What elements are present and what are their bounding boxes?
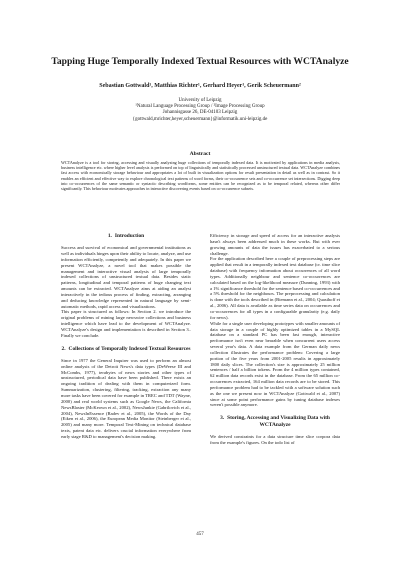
affiliation-groups: ¹Natural Language Processing Group / ²Image Processing Group bbox=[135, 104, 265, 110]
affiliation-emails: {gottwald,mrichter,heyer,scheuermann}@informatik.uni-leipzig.de bbox=[132, 116, 268, 122]
right-column bbox=[210, 233, 340, 445]
section-number: 3. bbox=[220, 415, 225, 422]
section-title: Introduction bbox=[114, 233, 145, 239]
paragraph: While for a single user developing prototypes with smaller amounts of data storage in a couple of highly optimized tables in a MySQL database on a standard PC has been fast enough, interactive performance isn't even near bearable when concurrent users access several year's data. A data example from the German daily news collection illustrates the performance problem: Covering a large portion of the five years from 2001-2005 results in approximately 1800 daily slices. The collection's size is approximately 25 million sentences / half a billion tokens. From the 4 million types contained, 62 million data records exist in the database. From the 65 million co-occurrences extracted, 164 million data records are to be stored. This performance problem had to be tackled with a software solution such as the one we present now in WCTAnalyze (Gottwald et al., 2007) since at some point performance gains by tuning database indexes weren't possible anymore. bbox=[210, 320, 340, 408]
abstract-heading: Abstract bbox=[189, 151, 211, 157]
paragraph: Success and survival of economical and governmental institutions as well as individuals hinges upon their ability to locate, analyze, and use information efficiently, competently and adequately. In this paper we present WCTAnalyze, a novel tool that makes possible the management and interactive visual analysis of large temporally indexed collections of unstructured textual data. Besides static patterns, longitudinal and temporal patterns of huge changing text amounts can be extracted. WCTAnalyze aims at aiding an analyst interactively in the tedious process of finding, extracting, arranging and deducing knowledge represented in natural language by semi-automatic methods, rapid access and visualizations. bbox=[61, 245, 191, 309]
abstract-text: WCTAnalyze is a tool for storing, accessing and visually analyzing huge collections of temporally indexed data. It is motivated by applications in media analysis, business intelligence etc. where higher level analysis is performed on top of linguistically and statistically processed unstructured textual data. WCTAnalyze combines fast access with economically storage behaviour and appropriates a lot of built in visualization options for result presentation in detail as well as in contrast. So it enables an efficient and effective way to explore chronological text patterns of word forms, their co-occurrence sets and co-occurrence set intersections. Digging deep into co-occurrences of the same semantic or syntactic describing wordforms, some entities can be recognized as to be temporal related, whereas other differ significantly. This behaviour motivates approaches in interactive discovering events based on co-occurrence subsets. bbox=[61, 160, 340, 192]
section-number: 1. bbox=[107, 233, 112, 239]
paragraph: We derived constraints for a data structure time slice corpora data from the example's figures. On the todo list of bbox=[210, 433, 340, 445]
left-column bbox=[61, 233, 191, 440]
section-heading-introduction bbox=[61, 233, 191, 239]
affiliation-university: University of Leipzig bbox=[178, 98, 222, 103]
author-list: Sebastian Gottwald¹, Matthias Richter¹, Gerhard Heyer¹, Gerik Scheuermann² bbox=[99, 83, 301, 89]
section-number: 2. bbox=[61, 345, 66, 352]
page-number: 457 bbox=[196, 532, 204, 537]
affiliation-block bbox=[20, 98, 380, 123]
section-heading-storing bbox=[210, 415, 340, 427]
affiliation-address: Johannisgasse 26, DE-04103 Leipzig bbox=[162, 110, 238, 116]
section-title: Collections of Temporally Indexed Textual Resources bbox=[68, 345, 191, 352]
paragraph: Efficiency in storage and speed of access for an interactive analysis hasn't always been addressed much in these works. But with ever growing amounts of data the issues has exacerbated to a serious challenge. bbox=[210, 233, 340, 256]
paper-title: Tapping Huge Temporally Indexed Textual Resources with WCTAnalyze bbox=[51, 56, 349, 67]
paragraph: Since in 1977 the General Inquirer was used to perform an almost online analysis of the Detroit News's data types (DeWeese III and McCombs, 1977), terabytes of news stories and other types of unstructured, periodical data have been published. There exists an ongoing tradition of dealing with them in computerized form. Summarization, clustering, filtering, tracking, extraction any many more tasks have been covered for example in TREC and TDT (Wayne, 2000) and real world systems such as Google News, the California NewsBlaster (McKeown et al., 2002), NewsJunkie (Gabrilovich et al., 2004), NewsInEssence (Radev et al., 2005), the Words of the Day (Eiken et al., 2006), the European Media Monitor (Steinberger et al., 2005) and many more. Temporal Text-Mining on technical database texts, patent data etc. delivers crucial information everywhere from early stage R&D to management's decision making. bbox=[61, 357, 191, 439]
paragraph: This paper is structured as follows: In Section 2. we introduce the original problems of mining large newswire collections and business intelligence which have lead to the development of WCTAnalyze. WCTAnalyze's design and implementation is described in Section 3.. Finally we conclude. bbox=[61, 309, 191, 338]
section-heading-collections bbox=[61, 346, 191, 352]
paragraph: For the application described here a couple of preprocessing steps are applied that result in a temporally indexed text database (cr. time slice database) with frequency information about occurrences of all word types. Additionally neighbour and sentence co-occurrences are calculated based on the log-likelihood measure (Dunning, 1993) with a 1% significance threshold for the sentence based co-occurrences and a 5% threshold for the neighbours. The preprocessing and calculation is done with the tools described in (Biemann et al., 2004; Quasthoff et al., 2006). All data is available as time series data on occurrences and co-occurrences for all types in a configurable granularity (e.g. daily for news). bbox=[210, 256, 340, 320]
section-title: Storing, Accessing and Visualizing Data with WCTAnalyze bbox=[227, 415, 330, 428]
